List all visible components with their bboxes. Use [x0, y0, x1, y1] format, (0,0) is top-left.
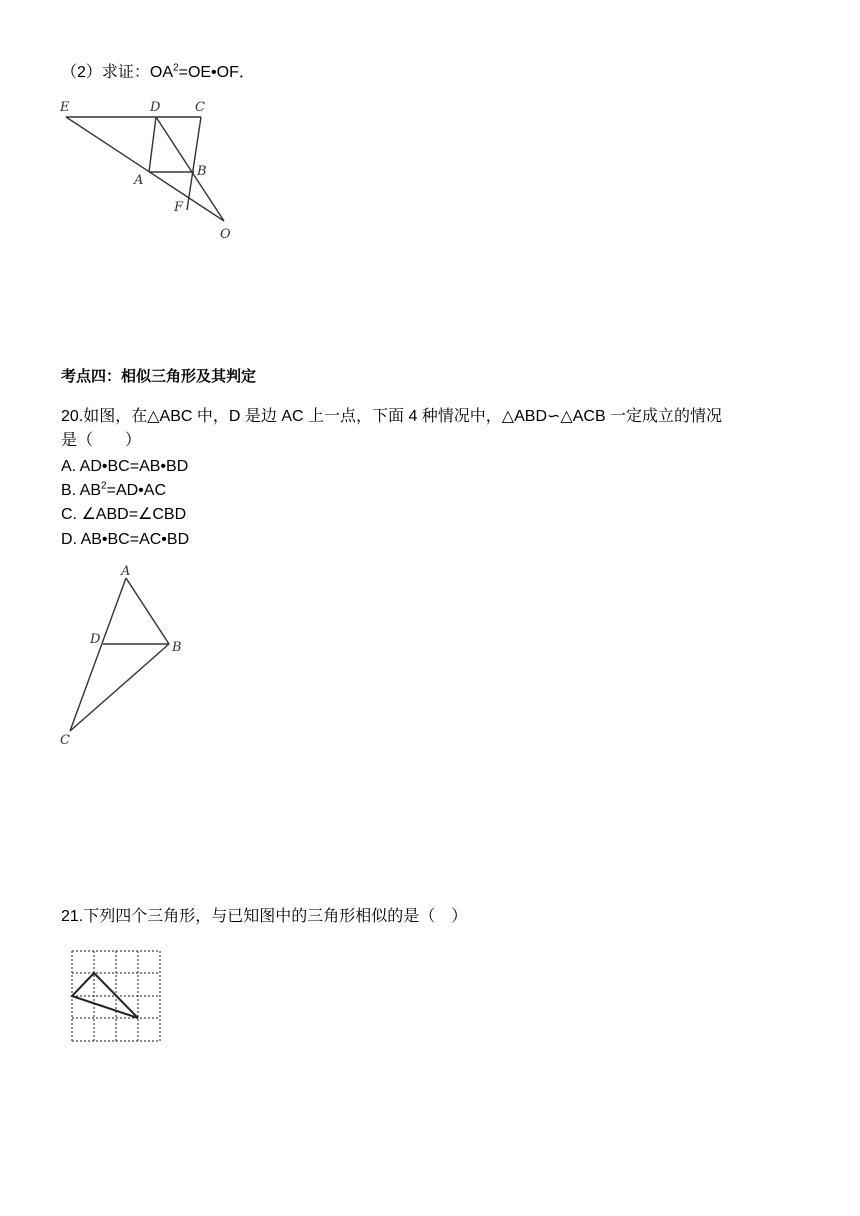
label-e: E	[60, 100, 70, 115]
q20-option-b: B. $AB^2=AD•AC$	[61, 480, 166, 499]
label-d: D	[90, 632, 101, 647]
label-f: F	[174, 200, 184, 215]
label-b: B	[172, 640, 182, 655]
label-d: D	[150, 100, 161, 115]
label-o: O	[220, 227, 231, 242]
part2-statement: （2）求证：$OA^2=OE•OF$．	[61, 62, 255, 81]
label-c: C	[60, 733, 70, 748]
q20-option-d: D. AB•BC=AC•BD	[61, 531, 190, 548]
label-c: C	[195, 100, 205, 115]
section-heading: 考点四：相似三角形及其判定	[61, 368, 257, 385]
q20-option-c: C. ∠ABD=∠CBD	[61, 506, 187, 523]
q20-stem-line1: 20.如图，在△ABC 中，D 是边 AC 上一点，下面 4 种情况中，△ABD∽△ACB 一定成立的情况	[61, 408, 723, 425]
q21-stem: 21.下列四个三角形，与已知图中的三角形相似的是（ ）	[61, 908, 468, 925]
label-a: A	[134, 173, 144, 188]
q20-option-a: A. AD•BC=AB•BD	[61, 458, 189, 475]
q20-stem-line2: 是（ ）	[61, 432, 142, 449]
label-a: A	[121, 564, 131, 579]
label-b: B	[197, 164, 207, 179]
